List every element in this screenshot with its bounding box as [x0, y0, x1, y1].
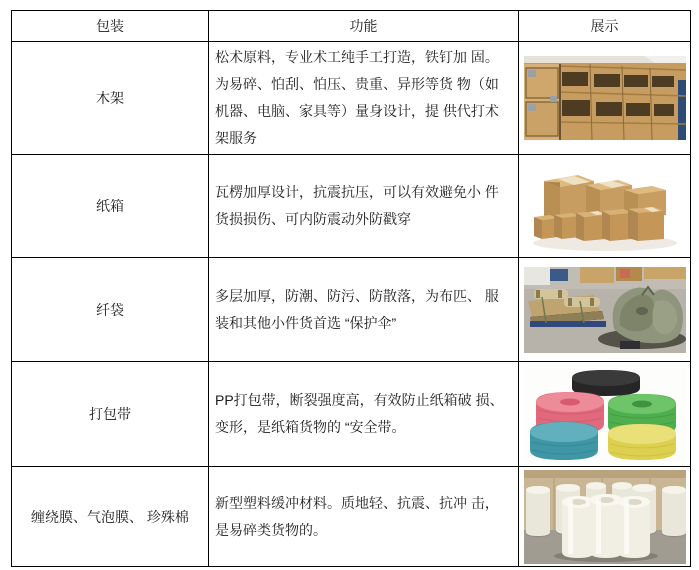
packaging-name: 木架 — [12, 42, 209, 155]
table-row-strapping — [12, 362, 691, 467]
packaging-name: 纤袋 — [12, 258, 209, 362]
table-row-carton — [12, 155, 691, 258]
photo-cell — [519, 362, 691, 467]
function-text: 新型塑料缓冲材料。质地轻、抗震、抗冲 击，是易碎类货物的。 — [209, 467, 519, 567]
col-header-function: 功能 — [209, 11, 519, 42]
function-text: 松术原料，专业术工纯手工打造，铁钉加 固。为易碎、怕刮、怕压、贵重、异形等货 物（如机器、电脑、家具等）量身设计，提 供代打术架服务 — [209, 42, 519, 155]
packaging-table — [11, 10, 691, 567]
wooden-crates-photo — [524, 56, 686, 140]
function-text: 多层加厚，防潮、防污、防散落，为布匹、 服装和其他小件货首选 “保护伞” — [209, 258, 519, 362]
col-header-packaging: 包装 — [12, 11, 209, 42]
woven-bags-photo — [524, 267, 686, 353]
table-row-wrap-film — [12, 467, 691, 567]
col-header-display: 展示 — [519, 11, 691, 42]
function-text: PP打包带，断裂强度高，有效防止纸箱破 损、变形，是纸箱货物的 “安全带。 — [209, 362, 519, 467]
packaging-name: 缠绕膜、气泡膜、 珍殊棉 — [12, 467, 209, 567]
packaging-name: 打包带 — [12, 362, 209, 467]
packaging-name: 纸箱 — [12, 155, 209, 258]
photo-cell — [519, 42, 691, 155]
header-row — [12, 11, 691, 42]
photo-cell — [519, 258, 691, 362]
photo-cell — [519, 155, 691, 258]
cardboard-boxes-photo — [524, 159, 686, 254]
table-row-wooden-frame — [12, 42, 691, 155]
strapping-rolls-photo — [524, 366, 686, 462]
function-text: 瓦楞加厚设计，抗震抗压，可以有效避免小 件货损损伤、可内防震动外防戳穿 — [209, 155, 519, 258]
table-row-fiber-bag — [12, 258, 691, 362]
photo-cell — [519, 467, 691, 567]
packaging-table-wrap — [11, 10, 691, 567]
film-rolls-photo — [524, 470, 686, 564]
